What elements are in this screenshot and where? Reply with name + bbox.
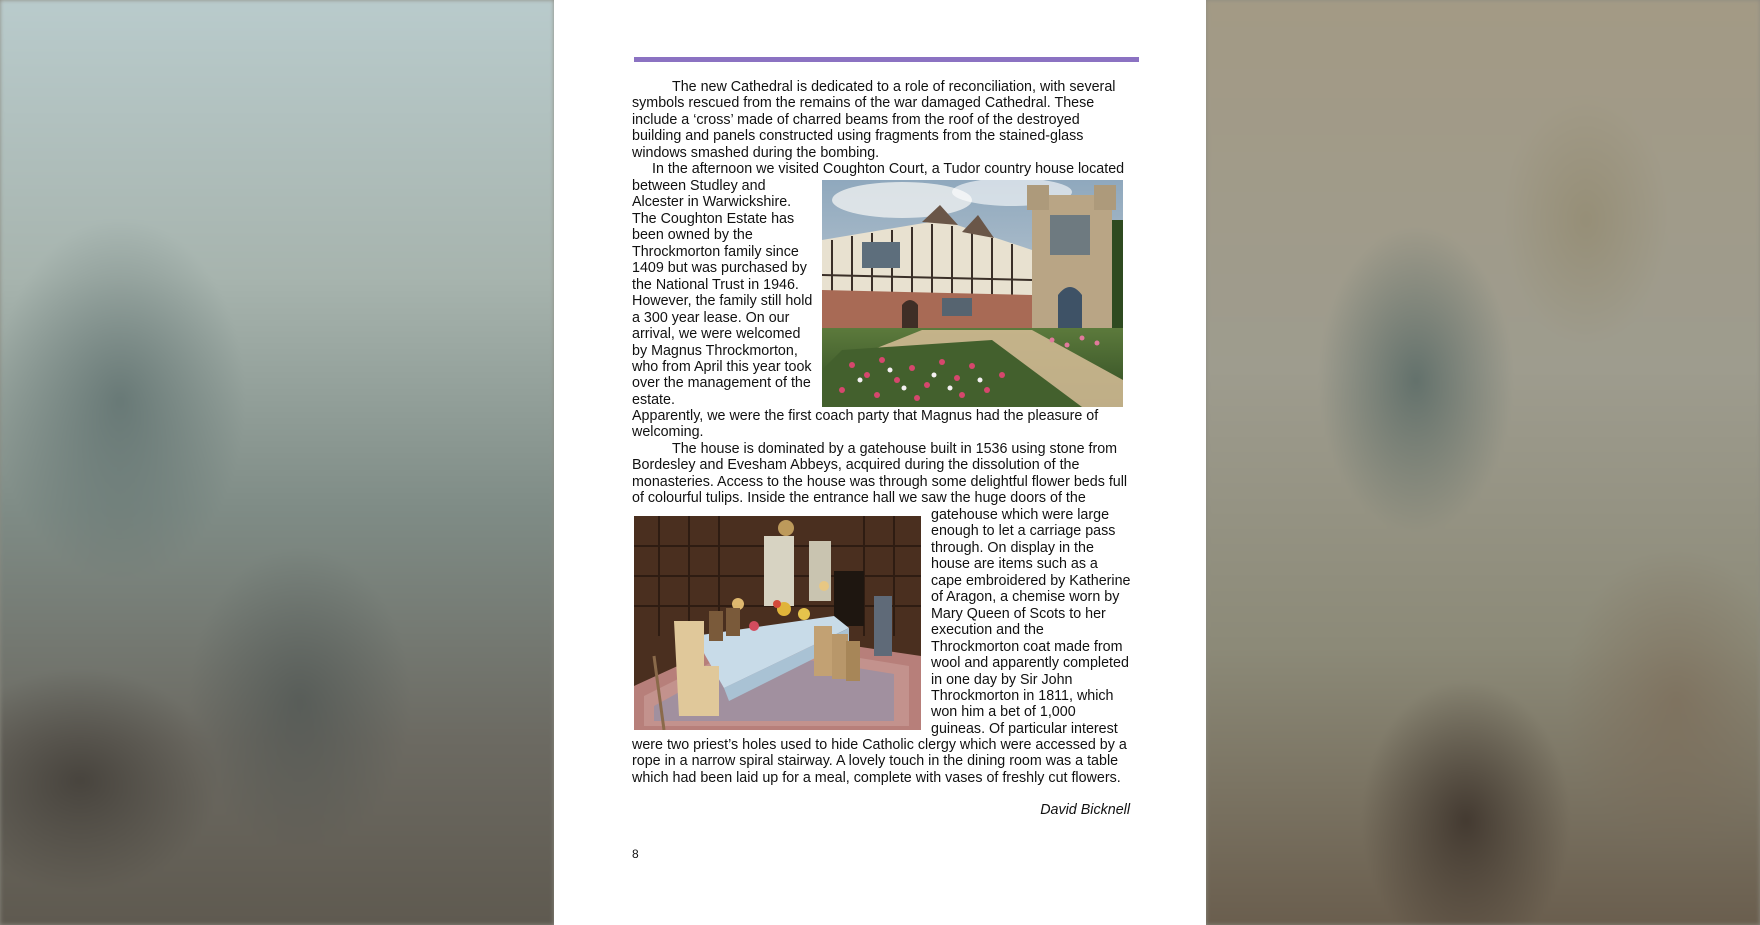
dining-room-photo — [634, 516, 921, 730]
header-rule — [634, 57, 1139, 62]
author-signature: David Bicknell — [1040, 802, 1130, 818]
paragraph-coughton-wrap: between Studley and Alcester in Warwickshire. The Coughton Estate has been owned by the Throckmorton family since 1409 but was purchased by the National Trust in 1946. However, the family still hold a 300 year lease. On our arrival, we were welcomed by Magnus Throckmorton, who from April this year took over the management of the estate. — [632, 178, 813, 408]
document-page — [554, 0, 1206, 925]
blurred-background-right — [1206, 0, 1760, 925]
coughton-court-exterior-photo — [822, 180, 1123, 407]
page-number: 8 — [632, 847, 639, 861]
paragraph-coughton-end: Apparently, we were the first coach party that Magnus had the pleasure of welcoming. — [632, 408, 1099, 441]
paragraph-cathedral: The new Cathedral is dedicated to a role of reconciliation, with several symbols rescued from the remains of the war damaged Cathedral. These include a ‘cross’ made of charred beams from the roof of the destroyed building and panels constructed using fragments from the stained-glass windows smashed during the bombing. — [632, 79, 1116, 161]
paragraph-priest-holes: were two priest’s holes used to hide Catholic clergy which were accessed by a rope in a narrow spiral stairway. A lovely touch in the dining room was a table which had been laid up for a meal, complete with vases of freshly cut flowers. — [632, 737, 1127, 786]
paragraph-gatehouse: The house is dominated by a gatehouse built in 1536 using stone from Bordesley and Evesham Abbeys, acquired during the dissolution of the monasteries. Access to the house was through some delightful flower beds full of colourful tulips. Inside the entrance hall we saw the huge doors of the — [632, 441, 1128, 507]
paragraph-coughton-line1: In the afternoon we visited Coughton Court, a Tudor country house located — [652, 161, 1125, 177]
paragraph-gatehouse-wrap: gatehouse which were large enough to let a carriage pass through. On display in the house are items such as a cape embroidered by Katherine of Aragon, a chemise worn by Mary Queen of Scots to her execution and the Throckmorton coat made from wool and apparently completed in one day by Sir John Throckmorton in 1811, which won him a bet of 1,000 guineas. Of particular interest — [931, 507, 1131, 737]
blurred-background-left — [0, 0, 554, 925]
